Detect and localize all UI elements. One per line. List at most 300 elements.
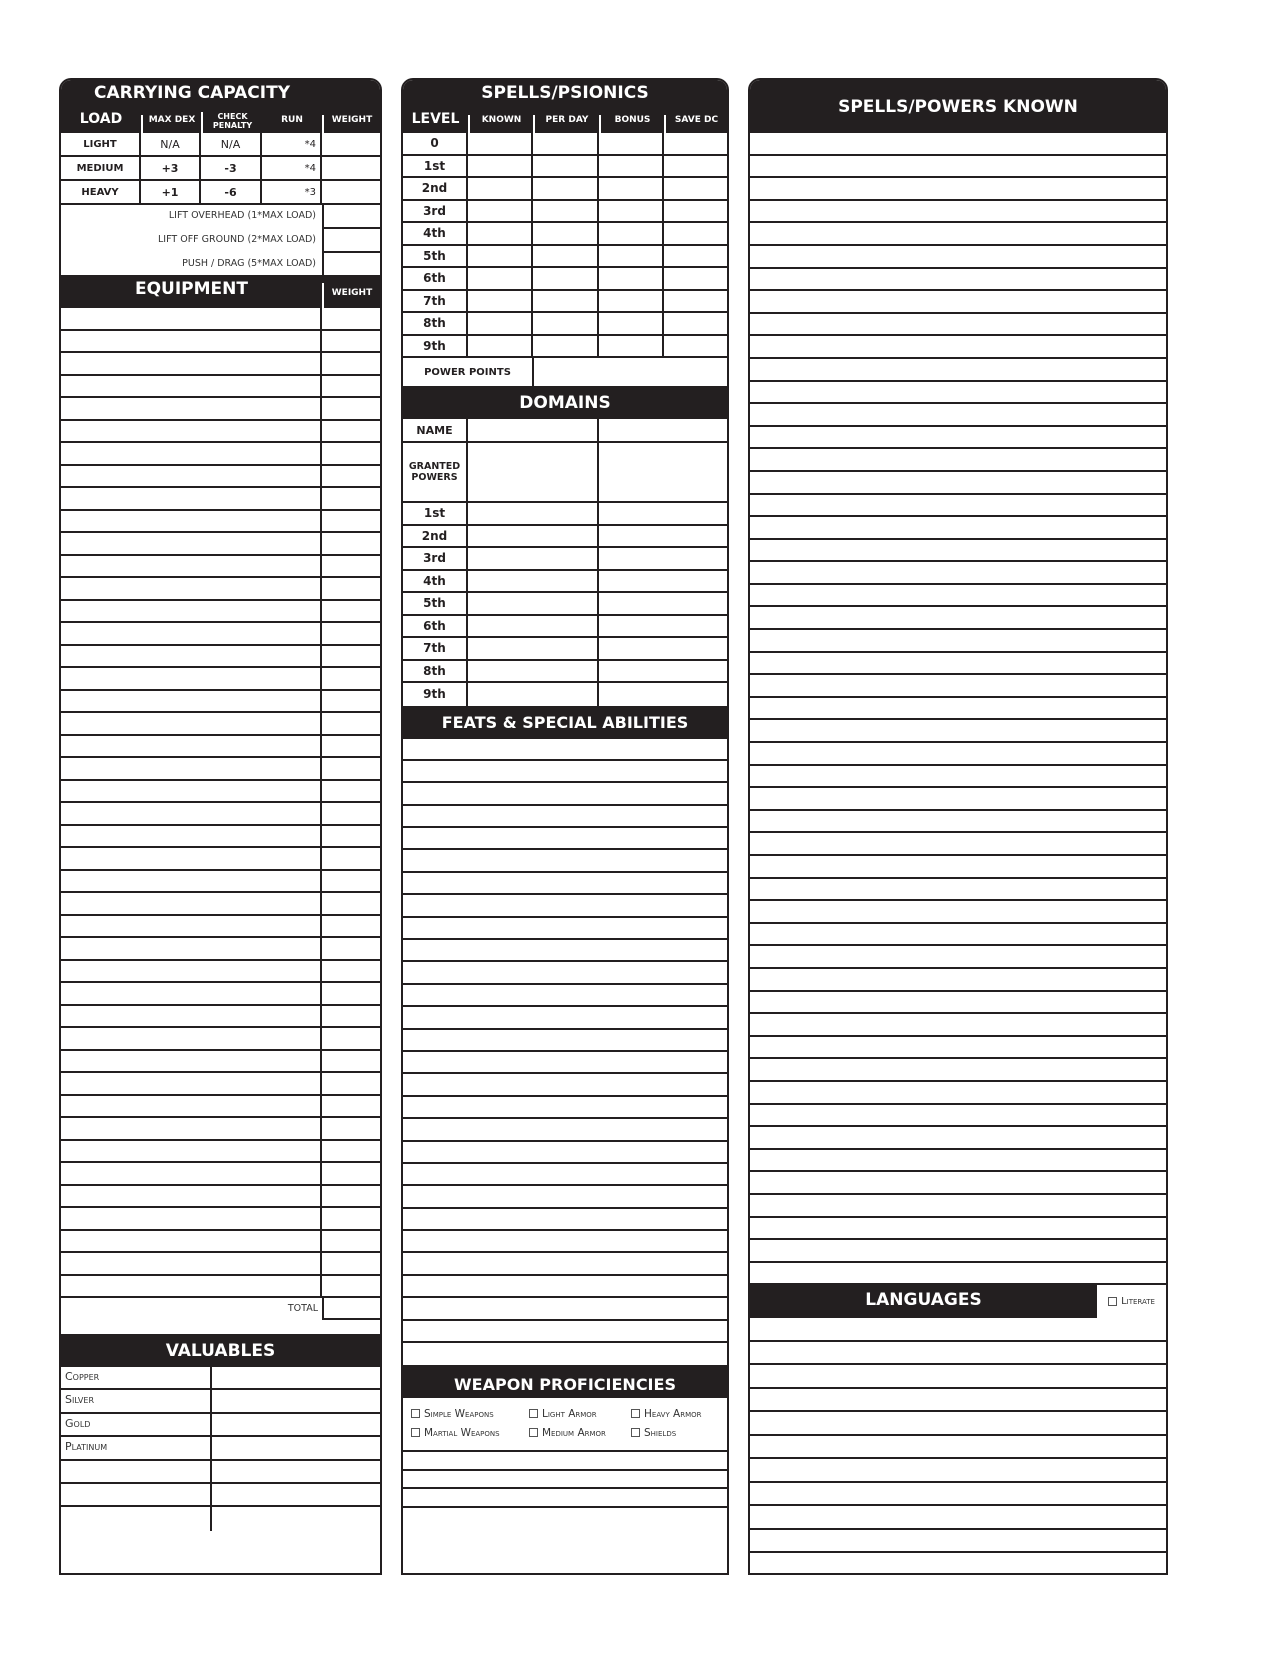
- spells-known-row-input[interactable]: [750, 314, 1166, 337]
- push-drag-input[interactable]: [322, 253, 380, 275]
- spell-per-day-input[interactable]: [533, 178, 599, 199]
- feat-row-input[interactable]: [403, 918, 727, 940]
- equipment-weight-input[interactable]: [322, 848, 380, 869]
- feat-row-input[interactable]: [403, 806, 727, 828]
- equipment-item-input[interactable]: [61, 916, 322, 937]
- equipment-item-input[interactable]: [61, 1253, 322, 1274]
- feat-row-input[interactable]: [403, 828, 727, 850]
- spells-known-row-input[interactable]: [750, 246, 1166, 269]
- language-row-input[interactable]: [750, 1506, 1166, 1530]
- spell-per-day-input[interactable]: [533, 246, 599, 267]
- feat-row-input[interactable]: [403, 1030, 727, 1052]
- spells-known-row-input[interactable]: [750, 178, 1166, 201]
- feat-row-input[interactable]: [403, 850, 727, 872]
- domain-name-row: [403, 419, 727, 443]
- equipment-item-input[interactable]: [61, 511, 322, 532]
- feat-row-input[interactable]: [403, 1209, 727, 1231]
- equipment-item-input[interactable]: [61, 1186, 322, 1207]
- spells-known-row-input[interactable]: [750, 1105, 1166, 1128]
- spell-save-dc-input[interactable]: [664, 313, 727, 334]
- spells-known-row-input[interactable]: [750, 1195, 1166, 1218]
- equipment-weight-input[interactable]: [322, 331, 380, 352]
- equipment-item-input[interactable]: [61, 1141, 322, 1162]
- equipment-weight-input[interactable]: [322, 736, 380, 757]
- load-row-heavy: [61, 181, 380, 205]
- equipment-weight-input[interactable]: [322, 916, 380, 937]
- equipment-item-input[interactable]: [61, 826, 322, 847]
- equipment-item-input[interactable]: [61, 1028, 322, 1049]
- spells-known-row-input[interactable]: [750, 1218, 1166, 1241]
- equipment-weight-input[interactable]: [322, 421, 380, 442]
- lift-row: [61, 205, 380, 229]
- feat-row-input[interactable]: [403, 873, 727, 895]
- language-row-input[interactable]: [750, 1483, 1166, 1507]
- language-row-input[interactable]: [750, 1365, 1166, 1389]
- equipment-weight-input[interactable]: [322, 1096, 380, 1117]
- spell-known-input[interactable]: [468, 246, 533, 267]
- feat-row-input[interactable]: [403, 1052, 727, 1074]
- feat-row-input[interactable]: [403, 1097, 727, 1119]
- equipment-weight-input[interactable]: [322, 983, 380, 1004]
- spell-save-dc-input[interactable]: [664, 133, 727, 154]
- spell-bonus-input[interactable]: [599, 201, 664, 222]
- weapon-proficiencies-options: [403, 1398, 727, 1452]
- equipment-weight-input[interactable]: [322, 623, 380, 644]
- equipment-row: [61, 533, 380, 556]
- feat-row-input[interactable]: [403, 1276, 727, 1298]
- spells-known-row-input[interactable]: [750, 856, 1166, 879]
- domain-2-spell-input[interactable]: [599, 683, 727, 706]
- spell-bonus-input[interactable]: [599, 336, 664, 357]
- domain-2-name-input[interactable]: [599, 419, 727, 441]
- equipment-weight-input[interactable]: [322, 398, 380, 419]
- spells-known-row-input[interactable]: [750, 833, 1166, 856]
- spell-per-day-input[interactable]: [533, 201, 599, 222]
- feat-row-input[interactable]: [403, 1119, 727, 1141]
- equipment-item-input[interactable]: [61, 893, 322, 914]
- domains-header: [403, 386, 727, 419]
- spell-bonus-input[interactable]: [599, 223, 664, 244]
- feat-row-input[interactable]: [403, 895, 727, 917]
- equipment-item-input[interactable]: [61, 578, 322, 599]
- spells-known-row-input[interactable]: [750, 449, 1166, 472]
- load-label: HEAVY: [61, 181, 141, 203]
- equipment-row: [61, 443, 380, 466]
- equipment-weight-input[interactable]: [322, 1051, 380, 1072]
- valuable-label: Silver: [61, 1390, 212, 1411]
- proficiency-checkbox[interactable]: [411, 1404, 529, 1423]
- spells-known-row-input[interactable]: [750, 675, 1166, 698]
- language-row-input[interactable]: [750, 1436, 1166, 1460]
- proficiency-checkbox[interactable]: [529, 1404, 631, 1423]
- literate-checkbox[interactable]: [1097, 1285, 1166, 1318]
- domain-1-spell-input[interactable]: [468, 661, 599, 682]
- spell-known-input[interactable]: [468, 268, 533, 289]
- spells-known-row-input[interactable]: [750, 1082, 1166, 1105]
- equipment-weight-input[interactable]: [322, 511, 380, 532]
- domain-2-spell-input[interactable]: [599, 526, 727, 547]
- equipment-weight-input[interactable]: [322, 1231, 380, 1252]
- equipment-item-input[interactable]: [61, 308, 322, 329]
- language-row-input[interactable]: [750, 1459, 1166, 1483]
- equipment-weight-input[interactable]: [322, 781, 380, 802]
- valuable-amount-input[interactable]: [212, 1437, 380, 1458]
- feat-row-input[interactable]: [403, 739, 727, 761]
- spells-known-row-input[interactable]: [750, 1127, 1166, 1150]
- proficiency-row-input[interactable]: [403, 1452, 727, 1471]
- domain-2-spell-input[interactable]: [599, 571, 727, 592]
- spell-known-input[interactable]: [468, 313, 533, 334]
- feat-row-input[interactable]: [403, 940, 727, 962]
- equipment-weight-input[interactable]: [322, 1141, 380, 1162]
- language-row-input[interactable]: [750, 1342, 1166, 1366]
- spell-save-dc-input[interactable]: [664, 223, 727, 244]
- equipment-weight-input[interactable]: [322, 758, 380, 779]
- spells-known-row-input[interactable]: [750, 969, 1166, 992]
- equipment-weight-input[interactable]: [322, 466, 380, 487]
- spell-bonus-input[interactable]: [599, 156, 664, 177]
- domain-2-powers-input[interactable]: [599, 443, 727, 501]
- equipment-row: [61, 668, 380, 691]
- spell-known-input[interactable]: [468, 291, 533, 312]
- lift-off-ground-input[interactable]: [322, 229, 380, 253]
- domain-1-spell-input[interactable]: [468, 548, 599, 569]
- domain-1-powers-input[interactable]: [468, 443, 599, 501]
- spell-bonus-input[interactable]: [599, 133, 664, 154]
- equipment-weight-input[interactable]: [322, 961, 380, 982]
- domain-1-spell-input[interactable]: [468, 638, 599, 659]
- valuable-label: [61, 1484, 212, 1505]
- valuable-amount-input[interactable]: [212, 1507, 380, 1530]
- spells-known-row-input[interactable]: [750, 1172, 1166, 1195]
- weight-input[interactable]: [322, 181, 380, 203]
- equipment-item-input[interactable]: [61, 443, 322, 464]
- domain-1-spell-input[interactable]: [468, 503, 599, 524]
- equipment-weight-input[interactable]: [322, 578, 380, 599]
- spell-level-row: [403, 313, 727, 336]
- spell-known-input[interactable]: [468, 336, 533, 357]
- equipment-weight-input[interactable]: [322, 1073, 380, 1094]
- equipment-item-input[interactable]: [61, 1006, 322, 1027]
- spell-level-rows: [403, 133, 727, 358]
- spells-known-row-input[interactable]: [750, 766, 1166, 789]
- feat-row-input[interactable]: [403, 1231, 727, 1253]
- spells-known-row-input[interactable]: [750, 517, 1166, 540]
- spell-save-dc-input[interactable]: [664, 201, 727, 222]
- equipment-weight-input[interactable]: [322, 691, 380, 712]
- proficiency-row-input[interactable]: [403, 1471, 727, 1490]
- spells-known-row-input[interactable]: [750, 1240, 1166, 1263]
- equipment-weight-input[interactable]: [322, 1208, 380, 1229]
- proficiency-checkbox[interactable]: [529, 1423, 631, 1442]
- equipment-weight-input[interactable]: [322, 1253, 380, 1274]
- equipment-item-input[interactable]: [61, 556, 322, 577]
- equipment-item-input[interactable]: [61, 376, 322, 397]
- feat-row-input[interactable]: [403, 1074, 727, 1096]
- valuable-amount-input[interactable]: [212, 1367, 380, 1388]
- col-weight: WEIGHT: [322, 115, 380, 133]
- proficiency-label: Medium Armor: [542, 1426, 606, 1439]
- equipment-item-input[interactable]: [61, 1096, 322, 1117]
- spell-per-day-input[interactable]: [533, 336, 599, 357]
- equipment-item-input[interactable]: [61, 781, 322, 802]
- equipment-item-input[interactable]: [61, 331, 322, 352]
- domain-2-spell-input[interactable]: [599, 503, 727, 524]
- equipment-item-input[interactable]: [61, 601, 322, 622]
- equipment-item-input[interactable]: [61, 466, 322, 487]
- equipment-item-input[interactable]: [61, 1276, 322, 1297]
- equipment-item-input[interactable]: [61, 691, 322, 712]
- equipment-item-input[interactable]: [61, 1231, 322, 1252]
- spell-bonus-input[interactable]: [599, 246, 664, 267]
- language-row-input[interactable]: [750, 1318, 1166, 1342]
- power-points-input[interactable]: [534, 358, 727, 386]
- equipment-weight-input[interactable]: [322, 1006, 380, 1027]
- domain-2-spell-input[interactable]: [599, 616, 727, 637]
- spell-per-day-input[interactable]: [533, 133, 599, 154]
- spell-save-dc-input[interactable]: [664, 336, 727, 357]
- equipment-item-input[interactable]: [61, 713, 322, 734]
- spells-known-row-input[interactable]: [750, 359, 1166, 382]
- spells-known-row-input[interactable]: [750, 1014, 1166, 1037]
- equipment-item-input[interactable]: [61, 668, 322, 689]
- domain-2-spell-input[interactable]: [599, 638, 727, 659]
- spells-known-row-input[interactable]: [750, 720, 1166, 743]
- equipment-item-input[interactable]: [61, 1208, 322, 1229]
- spells-known-row-input[interactable]: [750, 1263, 1166, 1286]
- feat-row-input[interactable]: [403, 1007, 727, 1029]
- valuable-amount-input[interactable]: [212, 1484, 380, 1505]
- spell-bonus-input[interactable]: [599, 313, 664, 334]
- spells-known-row-input[interactable]: [750, 992, 1166, 1015]
- spell-save-dc-input[interactable]: [664, 291, 727, 312]
- feat-row-input[interactable]: [403, 1186, 727, 1208]
- spells-known-row-input[interactable]: [750, 879, 1166, 902]
- equipment-weight-input[interactable]: [322, 871, 380, 892]
- weight-input[interactable]: [322, 133, 380, 155]
- equipment-weight-input[interactable]: [322, 1118, 380, 1139]
- domain-1-name-input[interactable]: [468, 419, 599, 441]
- equipment-weight-input[interactable]: [322, 1186, 380, 1207]
- language-row-input[interactable]: [750, 1389, 1166, 1413]
- spells-known-row-input[interactable]: [750, 811, 1166, 834]
- equipment-weight-input[interactable]: [322, 353, 380, 374]
- equipment-weight-label: WEIGHT: [322, 283, 380, 308]
- spells-known-row-input[interactable]: [750, 382, 1166, 405]
- equipment-weight-input[interactable]: [322, 308, 380, 329]
- equipment-weight-input[interactable]: [322, 376, 380, 397]
- spell-known-input[interactable]: [468, 201, 533, 222]
- spell-save-dc-input[interactable]: [664, 268, 727, 289]
- spell-save-dc-input[interactable]: [664, 178, 727, 199]
- lift-row: [61, 253, 380, 275]
- equipment-item-input[interactable]: [61, 1073, 322, 1094]
- equipment-weight-input[interactable]: [322, 1276, 380, 1297]
- spells-known-row-input[interactable]: [750, 607, 1166, 630]
- lift-overhead-input[interactable]: [322, 205, 380, 229]
- equipment-item-input[interactable]: [61, 1118, 322, 1139]
- equipment-item-input[interactable]: [61, 1051, 322, 1072]
- lift-row: [61, 229, 380, 253]
- spells-known-title: SPELLS/POWERS KNOWN: [838, 96, 1078, 117]
- equipment-weight-input[interactable]: [322, 443, 380, 464]
- equipment-item-input[interactable]: [61, 758, 322, 779]
- spells-known-row-input[interactable]: [750, 472, 1166, 495]
- spells-known-row-input[interactable]: [750, 743, 1166, 766]
- equipment-item-input[interactable]: [61, 533, 322, 554]
- domain-1-spell-input[interactable]: [468, 616, 599, 637]
- checkbox-icon: [529, 1409, 538, 1418]
- run-value: *3: [262, 181, 322, 203]
- spell-save-dc-input[interactable]: [664, 246, 727, 267]
- spells-known-row-input[interactable]: [750, 1059, 1166, 1082]
- literate-label: Literate: [1121, 1296, 1155, 1308]
- domain-1-spell-input[interactable]: [468, 593, 599, 614]
- feat-row-input[interactable]: [403, 1343, 727, 1365]
- spell-level-row: [403, 336, 727, 359]
- spells-known-row-input[interactable]: [750, 291, 1166, 314]
- equipment-item-input[interactable]: [61, 938, 322, 959]
- equipment-item-input[interactable]: [61, 871, 322, 892]
- total-weight-input[interactable]: [322, 1298, 380, 1320]
- domain-2-spell-input[interactable]: [599, 661, 727, 682]
- equipment-item-input[interactable]: [61, 736, 322, 757]
- equipment-weight-input[interactable]: [322, 668, 380, 689]
- equipment-weight-input[interactable]: [322, 1028, 380, 1049]
- feat-row-input[interactable]: [403, 1142, 727, 1164]
- spells-known-row-input[interactable]: [750, 404, 1166, 427]
- domain-2-spell-input[interactable]: [599, 548, 727, 569]
- feat-row-input[interactable]: [403, 1321, 727, 1343]
- spells-known-rows: [750, 133, 1166, 1285]
- spells-known-row-input[interactable]: [750, 269, 1166, 292]
- spells-known-row-input[interactable]: [750, 630, 1166, 653]
- spells-known-row-input[interactable]: [750, 585, 1166, 608]
- spell-known-input[interactable]: [468, 178, 533, 199]
- equipment-item-input[interactable]: [61, 848, 322, 869]
- spell-per-day-input[interactable]: [533, 268, 599, 289]
- equipment-rows: [61, 308, 380, 1298]
- spell-known-input[interactable]: [468, 223, 533, 244]
- spells-known-row-input[interactable]: [750, 924, 1166, 947]
- spell-bonus-input[interactable]: [599, 291, 664, 312]
- equipment-weight-input[interactable]: [322, 893, 380, 914]
- spells-known-row-input[interactable]: [750, 223, 1166, 246]
- equipment-weight-input[interactable]: [322, 803, 380, 824]
- equipment-item-input[interactable]: [61, 398, 322, 419]
- spells-known-row-input[interactable]: [750, 698, 1166, 721]
- spell-per-day-input[interactable]: [533, 291, 599, 312]
- equipment-weight-input[interactable]: [322, 646, 380, 667]
- language-row-input[interactable]: [750, 1412, 1166, 1436]
- equipment-weight-input[interactable]: [322, 488, 380, 509]
- spell-known-input[interactable]: [468, 133, 533, 154]
- equipment-weight-input[interactable]: [322, 938, 380, 959]
- spells-known-row-input[interactable]: [750, 201, 1166, 224]
- spells-known-row-input[interactable]: [750, 1150, 1166, 1173]
- equipment-weight-input[interactable]: [322, 533, 380, 554]
- feat-row-input[interactable]: [403, 761, 727, 783]
- proficiency-row-input[interactable]: [403, 1508, 727, 1527]
- equipment-weight-input[interactable]: [322, 713, 380, 734]
- feat-row-input[interactable]: [403, 783, 727, 805]
- spells-known-row-input[interactable]: [750, 562, 1166, 585]
- spells-known-row-input[interactable]: [750, 946, 1166, 969]
- feat-row-input[interactable]: [403, 962, 727, 984]
- proficiency-checkbox[interactable]: [631, 1404, 719, 1423]
- spells-known-row-input[interactable]: [750, 653, 1166, 676]
- equipment-item-input[interactable]: [61, 983, 322, 1004]
- proficiency-checkbox[interactable]: [411, 1423, 529, 1442]
- proficiency-label: Simple Weapons: [424, 1407, 494, 1420]
- spells-known-row-input[interactable]: [750, 495, 1166, 518]
- spells-known-row-input[interactable]: [750, 336, 1166, 359]
- equipment-row: [61, 1028, 380, 1051]
- valuable-amount-input[interactable]: [212, 1390, 380, 1411]
- spells-known-row-input[interactable]: [750, 156, 1166, 179]
- spell-per-day-input[interactable]: [533, 313, 599, 334]
- proficiency-row-input[interactable]: [403, 1489, 727, 1508]
- feat-row-input[interactable]: [403, 985, 727, 1007]
- equipment-row: [61, 1163, 380, 1186]
- language-row-input[interactable]: [750, 1530, 1166, 1554]
- spells-known-row-input[interactable]: [750, 788, 1166, 811]
- equipment-item-input[interactable]: [61, 353, 322, 374]
- spell-save-dc-input[interactable]: [664, 156, 727, 177]
- feat-row-input[interactable]: [403, 1298, 727, 1320]
- equipment-item-input[interactable]: [61, 803, 322, 824]
- domain-1-spell-input[interactable]: [468, 526, 599, 547]
- equipment-item-input[interactable]: [61, 488, 322, 509]
- spell-known-input[interactable]: [468, 156, 533, 177]
- spell-bonus-input[interactable]: [599, 268, 664, 289]
- equipment-title: EQUIPMENT: [134, 279, 248, 299]
- feats-header: [403, 706, 727, 739]
- valuable-amount-input[interactable]: [212, 1461, 380, 1482]
- language-row-input[interactable]: [750, 1553, 1166, 1575]
- spells-known-row-input[interactable]: [750, 901, 1166, 924]
- spell-bonus-input[interactable]: [599, 178, 664, 199]
- feat-row-input[interactable]: [403, 1164, 727, 1186]
- equipment-weight-input[interactable]: [322, 826, 380, 847]
- equipment-item-input[interactable]: [61, 646, 322, 667]
- spells-known-row-input[interactable]: [750, 427, 1166, 450]
- spells-known-row-input[interactable]: [750, 1037, 1166, 1060]
- equipment-weight-input[interactable]: [322, 601, 380, 622]
- equipment-item-input[interactable]: [61, 1163, 322, 1184]
- domain-1-spell-input[interactable]: [468, 571, 599, 592]
- domain-1-spell-input[interactable]: [468, 683, 599, 706]
- spells-known-row-input[interactable]: [750, 540, 1166, 563]
- spell-per-day-input[interactable]: [533, 223, 599, 244]
- proficiency-checkbox[interactable]: [631, 1423, 719, 1442]
- equipment-item-input[interactable]: [61, 961, 322, 982]
- domain-2-spell-input[interactable]: [599, 593, 727, 614]
- spells-known-row-input[interactable]: [750, 133, 1166, 156]
- valuable-amount-input[interactable]: [212, 1414, 380, 1435]
- equipment-item-input[interactable]: [61, 421, 322, 442]
- spells-known-header: [750, 80, 1166, 133]
- equipment-item-input[interactable]: [61, 623, 322, 644]
- feat-row-input[interactable]: [403, 1253, 727, 1275]
- equipment-weight-input[interactable]: [322, 556, 380, 577]
- valuables-row: [61, 1461, 380, 1484]
- equipment-row: [61, 466, 380, 489]
- spell-per-day-input[interactable]: [533, 156, 599, 177]
- equipment-weight-input[interactable]: [322, 1163, 380, 1184]
- weapon-proficiencies-header: [403, 1365, 727, 1398]
- weight-input[interactable]: [322, 157, 380, 179]
